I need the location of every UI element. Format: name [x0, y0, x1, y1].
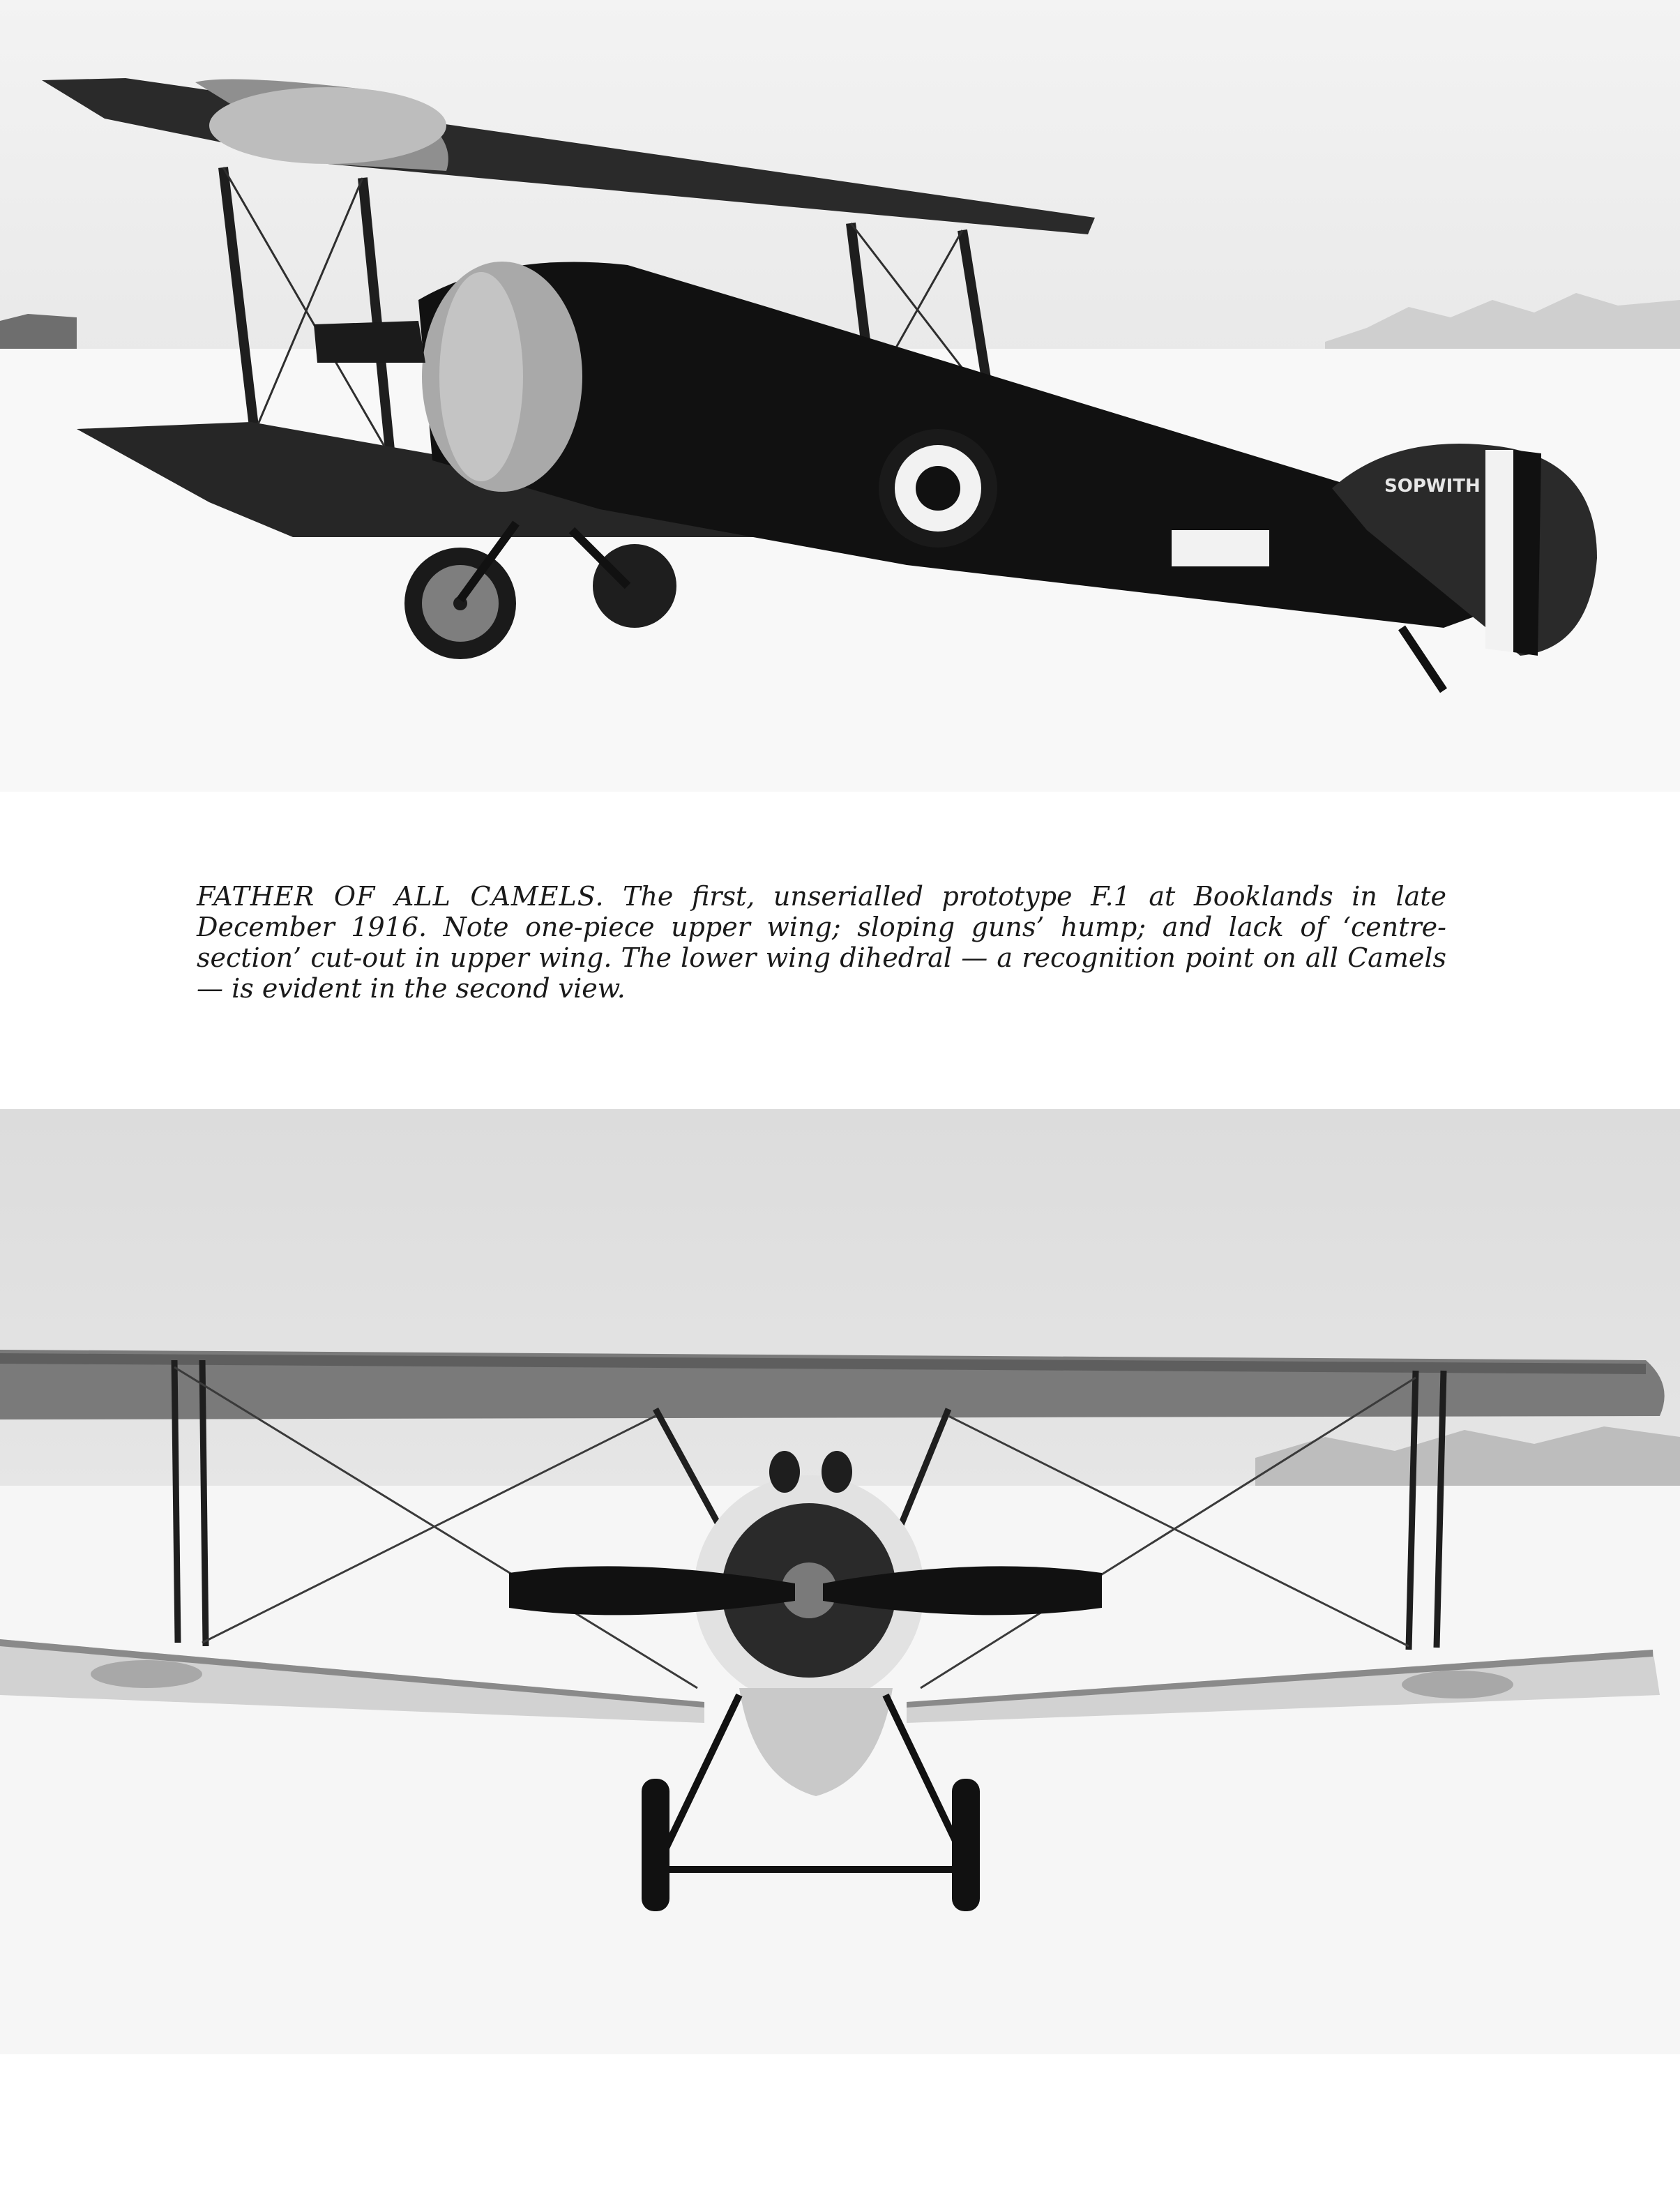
photo-front-view — [0, 1109, 1680, 2054]
photo-side-view — [0, 0, 1680, 792]
front-view-aircraft-illustration — [0, 1109, 1680, 2054]
caption-text: The first, unserialled prototype F.1 at Booklands in late December 1916. Note one-piece upper wing; sloping guns’ hump; and lack of ‘centre-section’ cut-out in upper wing. The lower wing dihedral — a recognition point on all Camels — is evident in the second view. — [197, 881, 1446, 1004]
side-view-aircraft-illustration — [0, 0, 1680, 792]
caption-lead: FATHER OF ALL CAMELS. — [197, 881, 605, 912]
photo-caption — [197, 881, 1446, 1004]
fuselage-lettering: SOPWITH — [1384, 476, 1481, 497]
